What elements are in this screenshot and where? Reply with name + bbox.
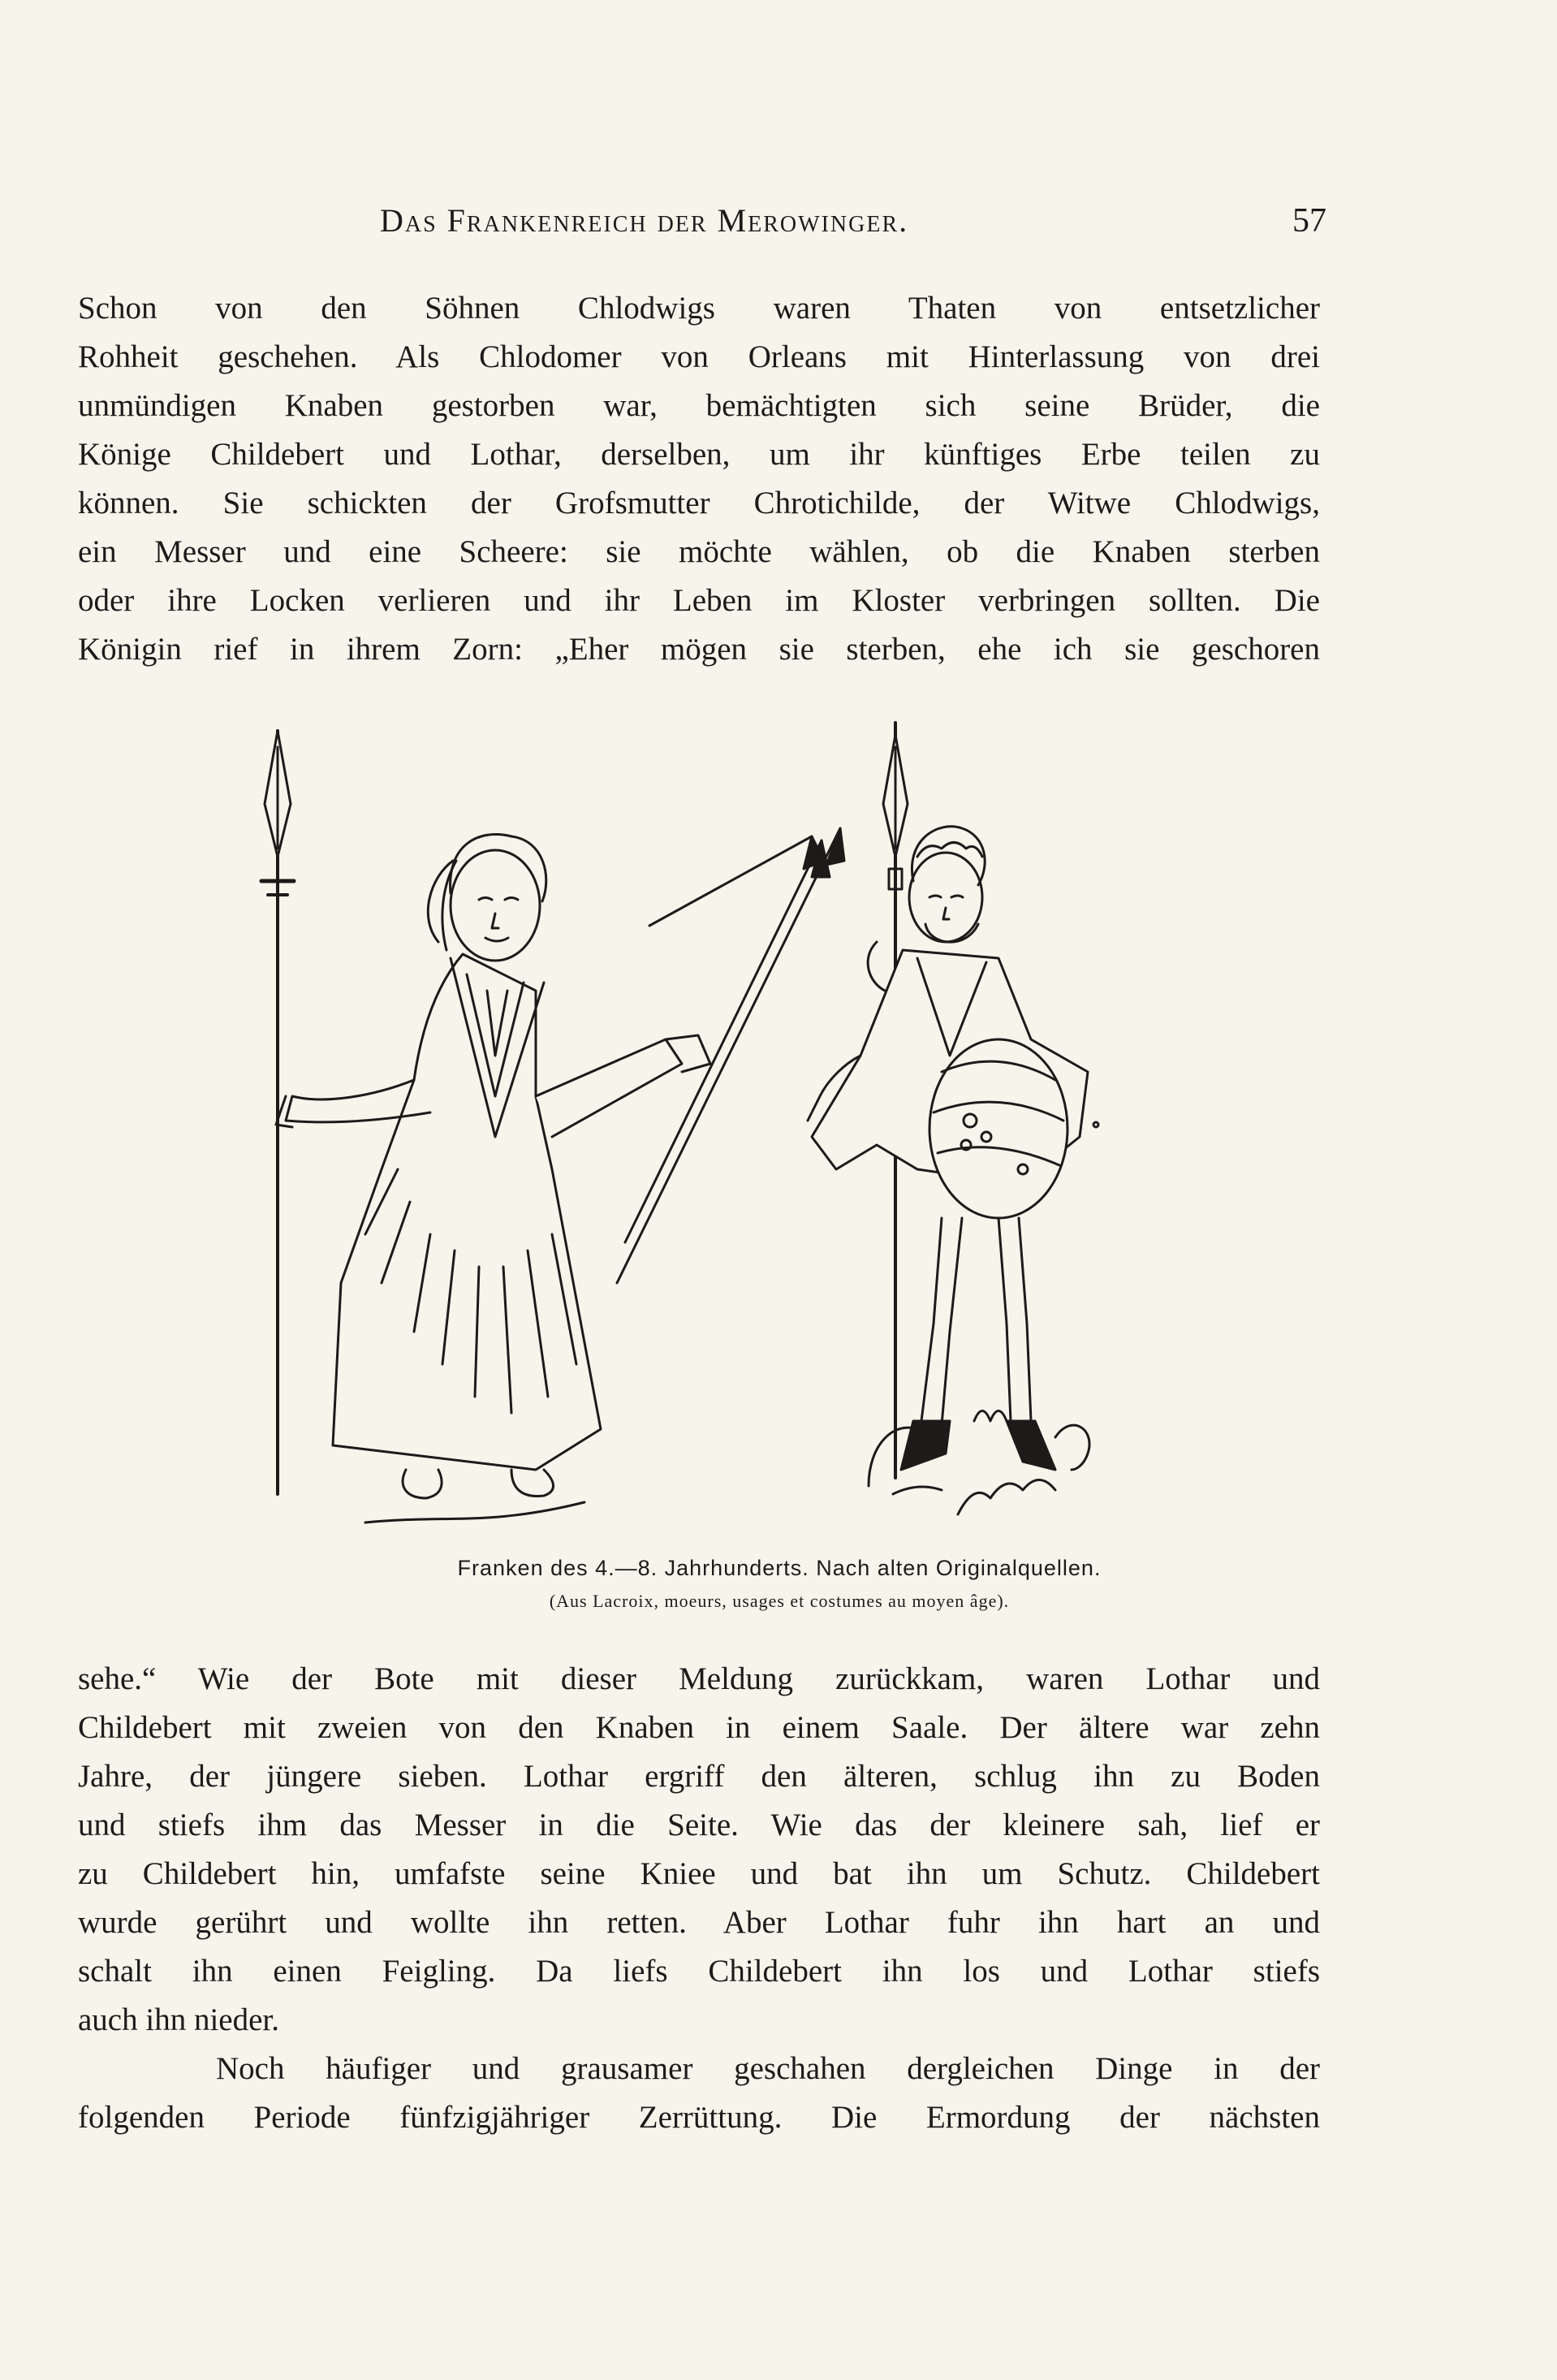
right-warrior [808, 827, 1098, 1514]
running-title: Das Frankenreich der Merowinger. [380, 202, 909, 239]
text-line: Childebert mit zweien von den Knaben in einem Saale. Der ältere war zehn [78, 1710, 1320, 1745]
text-line: können. Sie schickten der Grofsmutter Chrotichilde, der Witwe Chlodwigs, [78, 486, 1320, 520]
paragraph-2 [78, 1655, 1320, 2045]
text-line: ein Messer und eine Scheere: sie möchte wählen, ob die Knaben sterben [78, 534, 1320, 569]
caption-source: (Aus Lacroix, moeurs, usages et costumes au moyen âge). [549, 1591, 1010, 1611]
text-line: folgenden Periode fünfzigjähriger Zerrüttung. Die Ermordung der nächsten [78, 2100, 1320, 2135]
paragraph-3 [78, 2045, 1320, 2142]
text-line: Noch häufiger und grausamer geschahen dergleichen Dinge in der [216, 2051, 1320, 2086]
text-line: Königin rief in ihrem Zorn: „Eher mögen sie sterben, ehe ich sie geschoren [78, 632, 1320, 667]
text-line: wurde gerührt und wollte ihn retten. Aber Lothar fuhr ihn hart an und [78, 1905, 1320, 1940]
text-line: Jahre, der jüngere sieben. Lothar ergriff den älteren, schlug ihn zu Boden [78, 1759, 1320, 1794]
text-line: und stiefs ihm das Messer in die Seite. Wie das der kleinere sah, lief er [78, 1808, 1320, 1842]
caption-main: Franken des 4.—8. Jahrhunderts. Nach alten Originalquellen. [457, 1556, 1102, 1580]
text-line: Rohheit geschehen. Als Chlodomer von Orleans mit Hinterlassung von drei [78, 339, 1320, 374]
franks-illustration [244, 715, 1185, 1535]
text-line: Könige Childebert und Lothar, derselben, um ihr künftiges Erbe teilen zu [78, 437, 1320, 472]
paragraph-1 [78, 284, 1320, 674]
figure-caption [162, 1556, 1396, 1612]
page-number: 57 [1292, 202, 1326, 240]
text-line: auch ihn nieder. [78, 2002, 279, 2037]
text-line: Schon von den Söhnen Chlodwigs waren Thaten von entsetzlicher [78, 291, 1320, 326]
text-line: unmündigen Knaben gestorben war, bemächtigten sich seine Brüder, die [78, 388, 1320, 423]
text-line: schalt ihn einen Feigling. Da liefs Childebert ihn los und Lothar stiefs [78, 1954, 1320, 1989]
text-line: oder ihre Locken verlieren und ihr Leben im Kloster verbringen sollten. Die [78, 583, 1320, 618]
figure-franks-illustration [244, 715, 1185, 1535]
text-line: zu Childebert hin, umfafste seine Kniee und bat ihn um Schutz. Childebert [78, 1856, 1320, 1891]
left-warrior [276, 835, 710, 1523]
text-line: sehe.“ Wie der Bote mit dieser Meldung zurückkam, waren Lothar und [78, 1661, 1320, 1696]
